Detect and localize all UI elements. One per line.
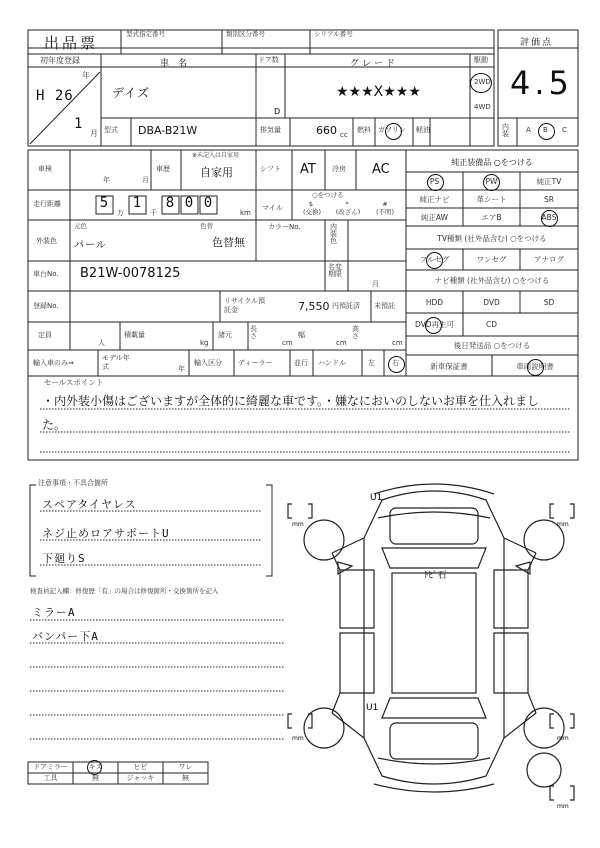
inspection-month: 月 <box>142 176 149 184</box>
form-title: 出品票 <box>44 34 99 52</box>
inspector-item-2: バンパー下A <box>32 630 99 643</box>
interior-grade-a: A <box>526 126 531 134</box>
height-label: 高さ <box>352 325 359 340</box>
diagram-mm-rl: mm <box>292 735 304 742</box>
mirror-label: ドアミラー <box>33 763 68 771</box>
inspection-year: 年 <box>103 176 110 184</box>
history-note: ※未記入は自家用 <box>192 152 240 159</box>
mile-opt-2: * <box>345 200 349 208</box>
shift-label: シフト <box>260 165 281 173</box>
navi-hdd: HDD <box>425 298 444 307</box>
diagram-mm-fr: mm <box>557 521 569 528</box>
car-name-value: デイズ <box>112 86 151 100</box>
rename-label: 名変期限 <box>328 263 342 278</box>
history-value: 自家用 <box>200 166 233 179</box>
diagram-mm-spare: mm <box>557 803 569 808</box>
width-cm: cm <box>336 339 347 347</box>
interior-label: 内装 <box>502 123 509 138</box>
import-label: 輸入車のみ⇒ <box>33 359 74 367</box>
equipment-ps: PS <box>429 177 440 186</box>
equipment-abs: ABS <box>541 213 557 222</box>
aircon-label: 冷房 <box>332 165 346 173</box>
equipment-pw: PW <box>485 177 498 186</box>
fuel-circle <box>385 123 402 140</box>
doors-label: ドア数 <box>258 56 279 64</box>
width-label: 幅 <box>298 331 305 339</box>
load-kg: kg <box>200 339 209 347</box>
recycle-amount: 7,550 <box>298 300 330 313</box>
length-label: 長さ <box>250 325 257 340</box>
sales-line-2: た。 <box>42 418 67 432</box>
tv-title: TV種類 (社外品含む) ○をつける <box>437 234 547 243</box>
fuel-label: 燃料 <box>357 126 371 134</box>
mileage-digit-4: 0 <box>184 195 195 211</box>
drive-2wd: 2WD <box>474 78 491 86</box>
tv-fullseg-circle <box>426 252 443 269</box>
jack-value: 無 <box>182 774 189 782</box>
orig-color-label: 元色 <box>74 222 87 230</box>
diagram-mark-windshield: ﾄﾋﾞ石 <box>424 571 447 581</box>
mile-circle-note: ○をつける <box>312 191 344 199</box>
year-unit: 年 <box>82 71 90 80</box>
repaint-label: 色替 <box>200 222 213 230</box>
inspector-item-1: ミラーA <box>32 606 76 619</box>
field-serial-number: シリアル番号 <box>314 30 353 38</box>
rating-value: 4.5 <box>510 64 573 102</box>
recycle-status: 未預託 <box>374 302 395 310</box>
mile-opt-3: # <box>382 200 388 208</box>
navi-dvd-play: DVD再生可 <box>414 320 455 329</box>
car-damage-diagram <box>282 478 587 808</box>
tools-value: 無 <box>92 774 99 782</box>
handle-label: ハンドル <box>318 359 346 367</box>
rename-month: 月 <box>372 280 379 288</box>
shift-value: AT <box>300 162 316 177</box>
note-item-2: ネジ止めロアサポートU <box>42 527 170 540</box>
mileage-digit-3: 8 <box>165 195 176 211</box>
import-class-label: 輸入区分 <box>194 359 222 367</box>
first-reg-year: H 26 <box>36 88 74 104</box>
post-manual: 車両説明書 <box>516 362 554 371</box>
equipment-sr: SR <box>544 195 554 204</box>
interior-grade-circle <box>538 123 555 140</box>
navi-sd: SD <box>543 298 555 307</box>
mileage-label: 走行距離 <box>33 200 61 208</box>
equipment-ps-circle <box>427 174 444 191</box>
mirror-scratch-circle <box>87 760 102 775</box>
mileage-digit-5: 0 <box>203 195 214 211</box>
reg-no-label: 登録No. <box>33 302 59 310</box>
model-label: 型式 <box>104 126 118 134</box>
drive-label: 駆動 <box>474 56 488 64</box>
mileage-sen: 千 <box>150 209 157 217</box>
light-oil-label: 軽油 <box>416 126 430 134</box>
recycle-unit: 円預託済 <box>332 302 360 310</box>
post-manual-circle <box>527 359 544 376</box>
equipment-pw-circle <box>483 174 500 191</box>
mirror-scratch: キズ <box>88 763 103 771</box>
diagram-mark-u1-top: U1 <box>370 493 383 503</box>
equipment-leather: 革シート <box>476 195 507 204</box>
capacity-label: 定員 <box>38 331 52 339</box>
mileage-digit-1: 5 <box>99 195 110 211</box>
mile-opt-label-3: (不明) <box>375 208 395 216</box>
mileage-km: km <box>240 209 251 217</box>
equipment-airbag: エアB <box>481 213 502 222</box>
sales-line-1: ・内外装小傷はございますが全体的に綺麗な車です。・嫌なにおいのしないお車を仕入れまし <box>42 394 540 408</box>
cc-unit: cc <box>340 131 348 139</box>
equipment-navi: 純正ナビ <box>419 195 450 204</box>
mile-opt-label-2: (改ざん) <box>335 208 361 216</box>
capacity-people: 人 <box>98 339 105 347</box>
grade-value: ★★★X★★★ <box>336 84 421 100</box>
rating-label: 評価点 <box>520 38 554 48</box>
tv-fullseg: フルセグ <box>419 255 450 264</box>
load-label: 積載量 <box>124 331 145 339</box>
handle-right: 右 <box>392 359 399 367</box>
navi-title: ナビ種類 (社外品含む) ○をつける <box>434 276 550 285</box>
navi-cd: CD <box>485 320 497 329</box>
displacement-label: 排気量 <box>260 126 281 134</box>
handle-right-circle <box>388 356 405 373</box>
first-reg-month: 1 <box>74 116 84 132</box>
month-unit: 月 <box>90 129 98 138</box>
drive-4wd: 4WD <box>474 103 491 111</box>
mileage-digit-2: 1 <box>132 195 143 211</box>
import-dealer: ディーラー <box>238 359 273 367</box>
chassis-label: 車台No. <box>33 270 59 278</box>
post-title: 後日発送品 ○をつける <box>453 341 531 350</box>
specs-label: 諸元 <box>218 331 232 339</box>
handle-left: 左 <box>368 359 375 367</box>
fuel-value: ガソリン <box>378 126 406 134</box>
height-cm: cm <box>392 339 403 347</box>
length-cm: cm <box>282 339 293 347</box>
mileage-man: 万 <box>117 209 124 217</box>
field-class-number: 類別区分番号 <box>226 30 265 38</box>
exterior-color-value: パール <box>74 240 107 251</box>
diagram-mm-rr: mm <box>557 735 569 742</box>
import-parallel: 並行 <box>294 359 308 367</box>
note-item-3: 下廻りS <box>42 552 86 565</box>
sales-label: セールスポイント <box>44 378 104 387</box>
diagram-mm-fl: mm <box>292 521 304 528</box>
interior-grade-b: B <box>543 126 548 134</box>
grade-label: グレード <box>350 59 399 69</box>
mirror-crack: ヒビ <box>133 763 148 771</box>
diagram-mark-u1-rear: U1 <box>366 703 379 713</box>
model-value: DBA-B21W <box>138 124 198 137</box>
chassis-value: B21W-0078125 <box>80 266 181 281</box>
tools-label: 工具 <box>43 774 58 782</box>
history-label: 車歴 <box>156 165 170 173</box>
model-year-label: モデル年式 <box>102 354 130 371</box>
equipment-abs-circle <box>541 210 558 227</box>
tv-analog: アナログ <box>534 255 564 264</box>
aircon-value: AC <box>372 162 390 177</box>
mile-opt-label-1: (交換) <box>302 208 322 216</box>
model-year-unit: 年 <box>178 365 185 373</box>
navi-dvd: DVD <box>483 298 500 307</box>
mile-label: マイル <box>262 204 283 212</box>
color-no-label: カラーNo. <box>268 223 301 231</box>
notes-label: 注意事項・不具合箇所 <box>38 479 108 487</box>
navi-dvd-play-circle <box>425 317 442 334</box>
mirror-break: ワレ <box>178 763 193 771</box>
note-item-1: スペアタイヤレス <box>42 498 137 511</box>
recycle-label: リサイクル預託金 <box>224 297 266 314</box>
equipment-title: 純正装備品 ○をつける <box>451 158 533 167</box>
field-type-number: 型式指定番号 <box>126 30 165 38</box>
displacement-value: 660 <box>316 124 337 137</box>
interior-color-label: 内装色 <box>330 223 337 245</box>
exterior-color-label: 外装色 <box>36 237 57 245</box>
repaint-value: 色替無 <box>212 236 245 249</box>
post-warranty: 新車保証書 <box>430 362 468 371</box>
jack-label: ジャッキ <box>126 774 155 782</box>
first-reg-label: 初年度登録 <box>40 56 80 65</box>
car-name-label: 車 名 <box>160 59 188 69</box>
inspector-label: 検査員記入欄：修復歴「有」の場合は修復箇所・交換箇所を記入 <box>30 587 219 595</box>
drive-2wd-circle <box>470 73 492 93</box>
interior-grade-c: C <box>562 126 567 134</box>
mile-opt-1: $ <box>308 200 314 208</box>
equipment-tv: 純正TV <box>536 177 562 186</box>
doors-d: D <box>274 107 281 116</box>
equipment-aw: 純正AW <box>420 213 449 222</box>
tv-oneseg: ワンセグ <box>476 255 507 264</box>
inspection-label: 車検 <box>38 165 52 173</box>
